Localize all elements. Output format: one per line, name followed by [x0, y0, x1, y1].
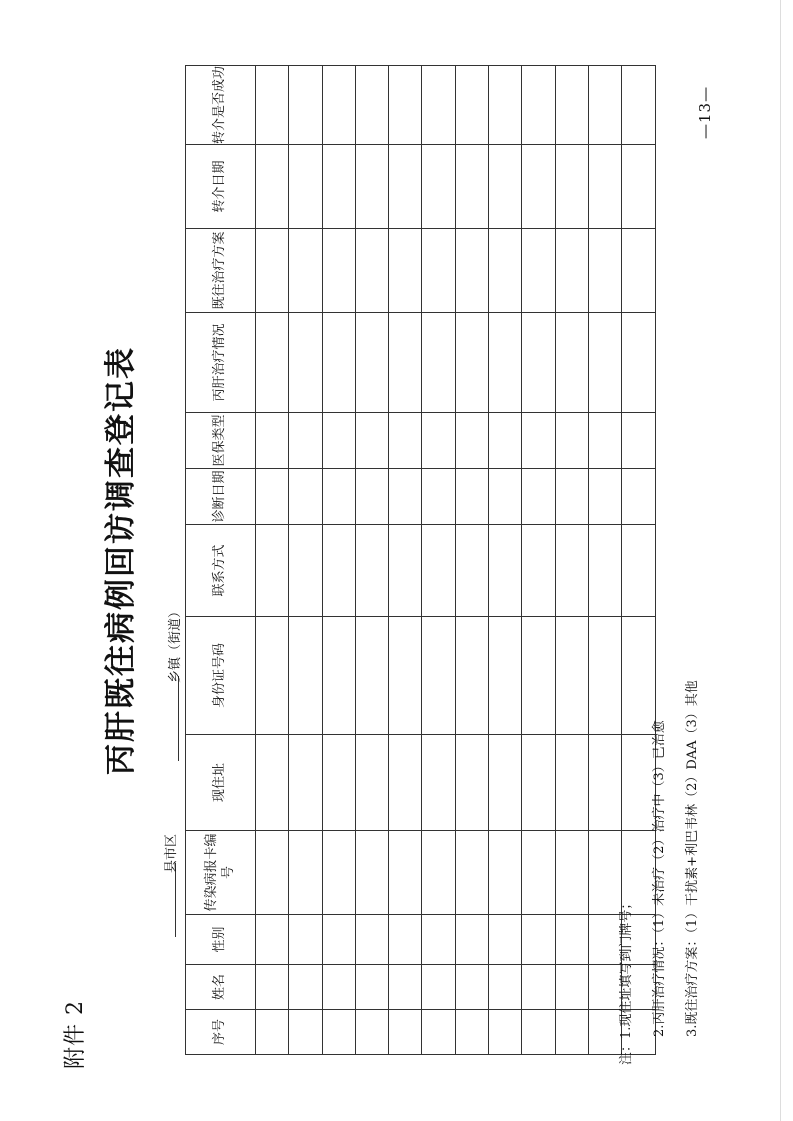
table-row — [289, 66, 322, 1055]
column-header: 转介日期 — [186, 145, 256, 229]
table-cell[interactable] — [256, 313, 289, 413]
table-cell[interactable] — [455, 831, 488, 915]
column-header: 医保类型 — [186, 413, 256, 469]
table-cell[interactable] — [322, 1010, 355, 1055]
table-cell[interactable] — [322, 469, 355, 525]
table-cell[interactable] — [289, 145, 322, 229]
table-cell[interactable] — [355, 1010, 388, 1055]
table-cell[interactable] — [322, 313, 355, 413]
table-cell[interactable] — [489, 66, 522, 145]
attachment-label: 附件 2 — [63, 1000, 88, 1069]
table-cell[interactable] — [522, 831, 555, 915]
notes-block — [610, 680, 709, 1065]
table-cell[interactable] — [422, 229, 455, 313]
table-cell[interactable] — [489, 313, 522, 413]
column-header: 诊断日期 — [186, 469, 256, 525]
table-cell[interactable] — [422, 469, 455, 525]
column-header: 丙肝治疗情况 — [186, 313, 256, 413]
table-cell[interactable] — [355, 831, 388, 915]
table-row — [522, 66, 555, 1055]
table-header-row — [186, 66, 256, 1055]
registration-table-wrapper — [185, 65, 656, 1055]
table-cell[interactable] — [522, 735, 555, 831]
column-header: 现住址 — [186, 735, 256, 831]
table-cell[interactable] — [489, 229, 522, 313]
table-cell[interactable] — [322, 525, 355, 617]
table-cell[interactable] — [555, 469, 588, 525]
table-cell[interactable] — [289, 413, 322, 469]
table-cell[interactable] — [355, 617, 388, 735]
table-cell[interactable] — [522, 229, 555, 313]
table-cell[interactable] — [588, 313, 621, 413]
column-header: 转介是否成功 — [186, 66, 256, 145]
table-cell[interactable] — [522, 66, 555, 145]
table-cell[interactable] — [455, 229, 488, 313]
table-cell[interactable] — [355, 915, 388, 965]
table-cell[interactable] — [555, 1010, 588, 1055]
column-header: 联系方式 — [186, 525, 256, 617]
table-cell[interactable] — [455, 66, 488, 145]
table-cell[interactable] — [522, 469, 555, 525]
table-cell[interactable] — [522, 965, 555, 1010]
table-cell[interactable] — [322, 617, 355, 735]
table-cell[interactable] — [422, 145, 455, 229]
table-cell[interactable] — [455, 313, 488, 413]
table-cell[interactable] — [489, 617, 522, 735]
table-cell[interactable] — [389, 617, 422, 735]
table-cell[interactable] — [455, 735, 488, 831]
county-label: 县市区 — [164, 833, 179, 873]
table-cell[interactable] — [489, 735, 522, 831]
table-cell[interactable] — [389, 313, 422, 413]
table-cell[interactable] — [555, 145, 588, 229]
table-cell[interactable] — [289, 66, 322, 145]
table-cell[interactable] — [622, 469, 655, 525]
table-cell[interactable] — [555, 525, 588, 617]
table-cell[interactable] — [355, 229, 388, 313]
table-cell[interactable] — [422, 915, 455, 965]
table-cell[interactable] — [455, 525, 488, 617]
table-row — [389, 66, 422, 1055]
table-cell[interactable] — [355, 145, 388, 229]
table-cell[interactable] — [389, 229, 422, 313]
table-cell[interactable] — [522, 525, 555, 617]
table-row — [355, 66, 388, 1055]
table-cell[interactable] — [355, 313, 388, 413]
table-cell[interactable] — [256, 915, 289, 965]
town-blank[interactable] — [160, 676, 179, 761]
table-cell[interactable] — [322, 145, 355, 229]
table-cell[interactable] — [622, 413, 655, 469]
table-cell[interactable] — [622, 313, 655, 413]
registration-table — [185, 65, 656, 1055]
column-header: 传染病报卡编号 — [186, 831, 256, 915]
table-cell[interactable] — [422, 66, 455, 145]
table-cell[interactable] — [588, 413, 621, 469]
table-cell[interactable] — [355, 525, 388, 617]
table-row — [489, 66, 522, 1055]
table-cell[interactable] — [322, 831, 355, 915]
table-cell[interactable] — [322, 66, 355, 145]
column-header: 序号 — [186, 1010, 256, 1055]
table-cell[interactable] — [355, 413, 388, 469]
table-cell[interactable] — [289, 525, 322, 617]
table-cell[interactable] — [322, 965, 355, 1010]
table-cell[interactable] — [455, 915, 488, 965]
table-cell[interactable] — [422, 965, 455, 1010]
table-cell[interactable] — [389, 915, 422, 965]
page-title: 丙肝既往病例回访调查登记表 — [103, 346, 139, 775]
table-cell[interactable] — [256, 229, 289, 313]
table-cell[interactable] — [522, 915, 555, 965]
table-cell[interactable] — [522, 313, 555, 413]
table-cell[interactable] — [622, 66, 655, 145]
table-cell[interactable] — [555, 413, 588, 469]
table-cell[interactable] — [489, 965, 522, 1010]
table-body — [256, 66, 656, 1055]
table-cell[interactable] — [256, 965, 289, 1010]
table-cell[interactable] — [289, 965, 322, 1010]
table-cell[interactable] — [289, 313, 322, 413]
table-cell[interactable] — [289, 831, 322, 915]
table-cell[interactable] — [289, 469, 322, 525]
table-cell[interactable] — [322, 413, 355, 469]
table-cell[interactable] — [455, 469, 488, 525]
table-cell[interactable] — [256, 831, 289, 915]
table-cell[interactable] — [256, 525, 289, 617]
table-cell[interactable] — [489, 525, 522, 617]
table-cell[interactable] — [555, 66, 588, 145]
table-cell[interactable] — [489, 413, 522, 469]
table-cell[interactable] — [588, 229, 621, 313]
column-header: 身份证号码 — [186, 617, 256, 735]
table-cell[interactable] — [289, 229, 322, 313]
table-cell[interactable] — [322, 229, 355, 313]
table-cell[interactable] — [256, 66, 289, 145]
table-cell[interactable] — [355, 469, 388, 525]
note-line-2: 2.丙肝治疗情况：（1）未治疗（2）治疗中（3）已治愈 — [652, 720, 667, 1037]
table-cell[interactable] — [256, 413, 289, 469]
table-cell[interactable] — [422, 617, 455, 735]
table-cell[interactable] — [622, 525, 655, 617]
table-cell[interactable] — [522, 1010, 555, 1055]
table-row — [322, 66, 355, 1055]
table-cell[interactable] — [588, 469, 621, 525]
table-cell[interactable] — [289, 915, 322, 965]
table-cell[interactable] — [322, 735, 355, 831]
table-cell[interactable] — [489, 915, 522, 965]
table-cell[interactable] — [522, 145, 555, 229]
table-cell[interactable] — [455, 617, 488, 735]
table-cell[interactable] — [256, 617, 289, 735]
table-cell[interactable] — [555, 229, 588, 313]
table-cell[interactable] — [355, 965, 388, 1010]
table-cell[interactable] — [355, 66, 388, 145]
table-cell[interactable] — [455, 413, 488, 469]
table-cell[interactable] — [389, 413, 422, 469]
table-cell[interactable] — [422, 313, 455, 413]
table-cell[interactable] — [389, 469, 422, 525]
table-cell[interactable] — [389, 965, 422, 1010]
table-cell[interactable] — [389, 66, 422, 145]
table-cell[interactable] — [555, 831, 588, 915]
note-line-3: 3.既往治疗方案：（1）干扰素+利巴韦林（2）DAA（3）其他 — [685, 680, 700, 1037]
table-cell[interactable] — [256, 469, 289, 525]
table-cell[interactable] — [622, 145, 655, 229]
page-number: —13— — [696, 85, 714, 139]
table-cell[interactable] — [389, 145, 422, 229]
table-cell[interactable] — [422, 1010, 455, 1055]
town-label: 乡镇（街道） — [168, 604, 183, 683]
table-cell[interactable] — [522, 617, 555, 735]
table-cell[interactable] — [489, 831, 522, 915]
table-cell[interactable] — [588, 66, 621, 145]
table-cell[interactable] — [422, 735, 455, 831]
table-cell[interactable] — [588, 145, 621, 229]
table-cell[interactable] — [256, 1010, 289, 1055]
table-cell[interactable] — [289, 735, 322, 831]
table-cell[interactable] — [455, 965, 488, 1010]
table-row — [455, 66, 488, 1055]
table-cell[interactable] — [256, 145, 289, 229]
table-cell[interactable] — [489, 1010, 522, 1055]
column-header: 姓名 — [186, 965, 256, 1010]
table-cell[interactable] — [389, 525, 422, 617]
table-cell[interactable] — [256, 735, 289, 831]
table-cell[interactable] — [389, 1010, 422, 1055]
table-cell[interactable] — [555, 965, 588, 1010]
table-row — [555, 66, 588, 1055]
table-cell[interactable] — [555, 915, 588, 965]
table-cell[interactable] — [455, 145, 488, 229]
table-cell[interactable] — [555, 313, 588, 413]
table-cell[interactable] — [289, 1010, 322, 1055]
table-cell[interactable] — [489, 469, 522, 525]
table-cell[interactable] — [555, 735, 588, 831]
table-cell[interactable] — [422, 413, 455, 469]
table-cell[interactable] — [289, 617, 322, 735]
table-cell[interactable] — [422, 525, 455, 617]
table-row — [256, 66, 289, 1055]
note-line-1: 注：1.现住址填写到门牌号； — [619, 896, 634, 1065]
county-blank[interactable] — [157, 863, 176, 937]
table-cell[interactable] — [489, 145, 522, 229]
table-cell[interactable] — [355, 735, 388, 831]
table-cell[interactable] — [322, 915, 355, 965]
table-cell[interactable] — [555, 617, 588, 735]
column-header: 性别 — [186, 915, 256, 965]
table-cell[interactable] — [522, 413, 555, 469]
column-header: 既往治疗方案 — [186, 229, 256, 313]
table-cell[interactable] — [588, 525, 621, 617]
table-row — [422, 66, 455, 1055]
table-cell[interactable] — [622, 229, 655, 313]
table-cell[interactable] — [389, 831, 422, 915]
table-cell[interactable] — [389, 735, 422, 831]
table-cell[interactable] — [455, 1010, 488, 1055]
table-cell[interactable] — [422, 831, 455, 915]
